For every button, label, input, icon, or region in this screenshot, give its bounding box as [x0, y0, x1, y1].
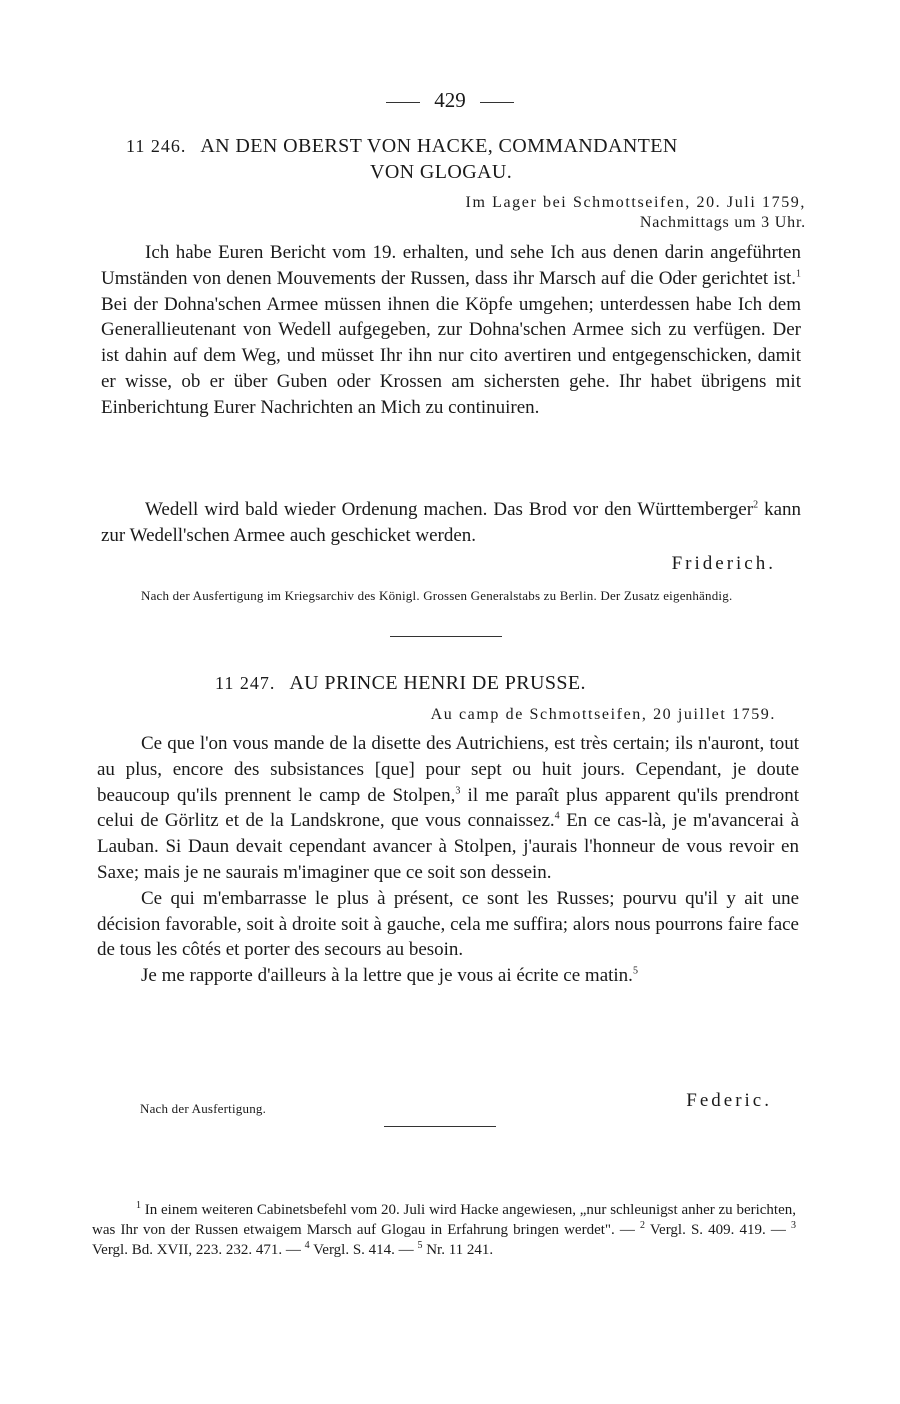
- letter2-paragraph-3-text: Je me rapporte d'ailleurs à la lettre que je vous ai écrite ce matin.: [141, 965, 633, 987]
- footnote-5-text: Nr. 11 241.: [422, 1242, 494, 1258]
- letter1-paragraph-1-text-b: Bei der Dohna'schen Armee müssen ihnen die Köpfe umgehen; unterdessen habe Ich dem Generallieutenant von Wedell aufgegeben, zur Dohna'schen Armee sich zu verfügen. Der ist dahin auf dem Weg, und müsset Ihr ihn nur cito avertiren und entgegenschicken, damit er wisse, ob er über Guben oder Krossen am sichersten gehe. Ihr habet übrigens mit Einberichtung Eurer Nachrichten an Mich zu continuiren.: [101, 293, 801, 418]
- letter2-signature: Federic.: [686, 1090, 772, 1111]
- letter1-paragraph-1: [101, 240, 801, 421]
- letter2-paragraph-3: [97, 963, 799, 989]
- letter2-paragraph-2: Ce qui m'embarrasse le plus à présent, ce sont les Russes; pourvu qu'il y ait une décision favorable, soit à droite soit à gauche, cela me suffira; alors nous pourrons faire face de tous les côtés et porter des secours au besoin.: [97, 887, 799, 961]
- letter1-heading-line1: AN DEN OBERST VON HACKE, COMMANDANTEN: [200, 135, 678, 157]
- page-number-right-dash: [480, 102, 514, 103]
- letter1-paragraph-2: [101, 497, 801, 549]
- footnotes-paragraph: [92, 1200, 796, 1260]
- letter1-source-note: [97, 587, 801, 605]
- letter2-place-date: Au camp de Schmottseifen, 20 juillet 1759.: [430, 706, 776, 723]
- letter2-paragraph-1-text-a: Ce que l'on vous mande de la disette des Autrichiens, est très certain; ils n'auront, tout au plus, encore des subsistances [que] pour sept ou huit jours. Cependant, je doute beaucoup qu'ils prennent le camp de Stolpen,: [97, 733, 799, 806]
- letter1-body: [101, 240, 801, 421]
- letter1-heading: [126, 134, 806, 158]
- footnote-2-text: Vergl. S. 409. 419. —: [645, 1222, 792, 1238]
- footnote-1-text: In einem weiteren Cabinetsbefehl vom 20. Juli wird Hacke angewiesen, „nur schleunigst anher zu berichten, was Ihr von der Russen etwaigem Marsch auf Glogau in Erfahrung bringen werdet". —: [92, 1202, 796, 1238]
- footnote-3-marker: 3: [791, 1220, 797, 1231]
- letter2-body: [97, 731, 799, 989]
- footnote-1-marker: 1: [136, 1200, 141, 1211]
- letter1-signature: Friderich.: [671, 553, 776, 574]
- letter2-paragraph-1: [97, 731, 799, 886]
- footnote-4-marker: 4: [304, 1240, 310, 1251]
- footnote-4-text: Vergl. S. 414. —: [309, 1242, 418, 1258]
- footnote-2-marker: 2: [640, 1220, 646, 1231]
- letter1-paragraph-2-text-b: kann zur Wedell'schen Armee auch geschicket werden.: [101, 499, 801, 546]
- section-divider-1: [390, 636, 502, 637]
- letter2-heading: [215, 671, 775, 695]
- footnote-marker-5: 5: [632, 965, 638, 977]
- footnote-marker-2: 2: [753, 499, 759, 511]
- footnote-5-marker: 5: [417, 1240, 423, 1251]
- letter1-source-note-text: Nach der Ausfertigung im Kriegsarchiv des Königl. Grossen Generalstabs zu Berlin. Der Zusatz eigenhändig.: [141, 588, 733, 603]
- letter1-paragraph-1-text-a: Ich habe Euren Bericht vom 19. erhalten, und sehe Ich aus denen darin angeführten Umständen von denen Mouvements der Russen, dass ihr Marsch auf die Oder gerichtet ist.: [101, 242, 801, 289]
- footnote-3-text: Vergl. Bd. XVII, 223. 232. 471. —: [92, 1242, 305, 1258]
- letter1-paragraph-2-text-a: Wedell wird bald wieder Ordenung machen. Das Brod vor den Württemberger: [145, 499, 754, 520]
- footnote-marker-1: 1: [796, 268, 801, 280]
- letter2-source-note: Nach der Ausfertigung.: [140, 1101, 267, 1116]
- letter2-paragraph-1-text-c: En ce cas-là, je m'avancerai à Lauban. Si Daun devait cependant avancer à Stolpen, j'aurais l'honneur de vous revoir en Saxe; mais je ne saurais m'imaginer que ce soit son dessein.: [97, 810, 799, 883]
- letter1-place-date: Im Lager bei Schmottseifen, 20. Juli 1759,: [465, 194, 806, 211]
- footnote-marker-3: 3: [455, 785, 461, 797]
- page-number-left-dash: [386, 102, 420, 103]
- letter1-postscript: [101, 497, 801, 549]
- letter1-number: 11 246.: [126, 136, 187, 156]
- page-number: [0, 88, 900, 113]
- letter1-heading-line2: VON GLOGAU.: [370, 161, 513, 183]
- page-number-text: 429: [434, 88, 466, 112]
- letter2-paragraph-1-text-b: il me paraît plus apparent qu'ils prendront celui de Görlitz et de la Landskrone, que vous connaissez.: [97, 784, 799, 832]
- letter2-number: 11 247.: [215, 673, 276, 693]
- footnote-marker-4: 4: [554, 811, 560, 823]
- letter1-time: Nachmittags um 3 Uhr.: [639, 214, 806, 231]
- section-divider-2: [384, 1126, 496, 1127]
- letter2-heading-text: AU PRINCE HENRI DE PRUSSE.: [289, 672, 586, 694]
- footnotes: [92, 1200, 796, 1260]
